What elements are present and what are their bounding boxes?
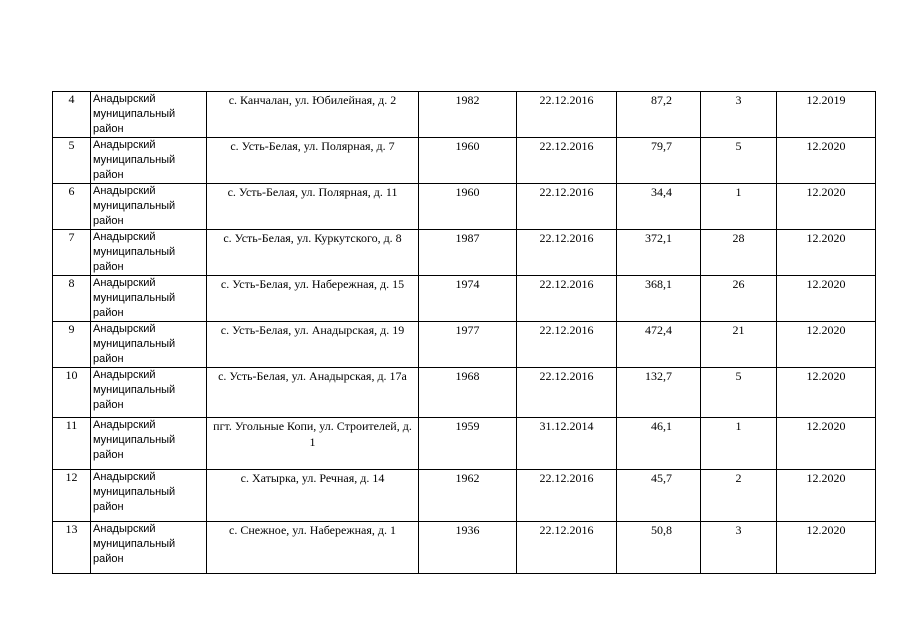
- deadline-cell: 12.2020: [777, 138, 876, 184]
- district-cell: Анадырский муниципальный район: [91, 92, 207, 138]
- district-cell: Анадырский муниципальный район: [91, 138, 207, 184]
- row-number: 5: [53, 138, 91, 184]
- row-number: 13: [53, 522, 91, 574]
- date-cell: 22.12.2016: [517, 184, 617, 230]
- count-cell: 21: [701, 322, 777, 368]
- address-cell: пгт. Угольные Копи, ул. Строителей, д. 1: [207, 418, 419, 470]
- deadline-cell: 12.2019: [777, 92, 876, 138]
- row-number: 9: [53, 322, 91, 368]
- count-cell: 28: [701, 230, 777, 276]
- address-cell: с. Усть-Белая, ул. Анадырская, д. 17а: [207, 368, 419, 418]
- district-cell: Анадырский муниципальный район: [91, 470, 207, 522]
- count-cell: 26: [701, 276, 777, 322]
- deadline-cell: 12.2020: [777, 470, 876, 522]
- area-cell: 372,1: [617, 230, 701, 276]
- deadline-cell: 12.2020: [777, 184, 876, 230]
- year-cell: 1968: [419, 368, 517, 418]
- table-row: [53, 138, 876, 184]
- table-row: [53, 276, 876, 322]
- date-cell: 22.12.2016: [517, 138, 617, 184]
- deadline-cell: 12.2020: [777, 522, 876, 574]
- table-row: [53, 230, 876, 276]
- count-cell: 3: [701, 522, 777, 574]
- count-cell: 1: [701, 418, 777, 470]
- district-cell: Анадырский муниципальный район: [91, 322, 207, 368]
- deadline-cell: 12.2020: [777, 230, 876, 276]
- district-cell: Анадырский муниципальный район: [91, 522, 207, 574]
- date-cell: 22.12.2016: [517, 470, 617, 522]
- year-cell: 1974: [419, 276, 517, 322]
- district-cell: Анадырский муниципальный район: [91, 184, 207, 230]
- deadline-cell: 12.2020: [777, 418, 876, 470]
- area-cell: 368,1: [617, 276, 701, 322]
- district-cell: Анадырский муниципальный район: [91, 230, 207, 276]
- deadline-cell: 12.2020: [777, 276, 876, 322]
- year-cell: 1982: [419, 92, 517, 138]
- address-cell: с. Усть-Белая, ул. Полярная, д. 7: [207, 138, 419, 184]
- address-cell: с. Усть-Белая, ул. Набережная, д. 15: [207, 276, 419, 322]
- row-number: 8: [53, 276, 91, 322]
- address-cell: с. Усть-Белая, ул. Анадырская, д. 19: [207, 322, 419, 368]
- row-number: 12: [53, 470, 91, 522]
- table-row: [53, 322, 876, 368]
- count-cell: 3: [701, 92, 777, 138]
- district-cell: Анадырский муниципальный район: [91, 418, 207, 470]
- date-cell: 22.12.2016: [517, 276, 617, 322]
- count-cell: 1: [701, 184, 777, 230]
- date-cell: 22.12.2016: [517, 230, 617, 276]
- year-cell: 1936: [419, 522, 517, 574]
- area-cell: 87,2: [617, 92, 701, 138]
- area-cell: 46,1: [617, 418, 701, 470]
- address-cell: с. Снежное, ул. Набережная, д. 1: [207, 522, 419, 574]
- date-cell: 22.12.2016: [517, 322, 617, 368]
- count-cell: 5: [701, 138, 777, 184]
- deadline-cell: 12.2020: [777, 368, 876, 418]
- district-cell: Анадырский муниципальный район: [91, 368, 207, 418]
- table-row: [53, 368, 876, 418]
- housing-table: [52, 91, 876, 574]
- row-number: 10: [53, 368, 91, 418]
- address-cell: с. Хатырка, ул. Речная, д. 14: [207, 470, 419, 522]
- table-row: [53, 418, 876, 470]
- table-body: [53, 92, 876, 574]
- date-cell: 22.12.2016: [517, 522, 617, 574]
- address-cell: с. Канчалан, ул. Юбилейная, д. 2: [207, 92, 419, 138]
- row-number: 7: [53, 230, 91, 276]
- year-cell: 1977: [419, 322, 517, 368]
- area-cell: 50,8: [617, 522, 701, 574]
- count-cell: 5: [701, 368, 777, 418]
- year-cell: 1962: [419, 470, 517, 522]
- table-row: [53, 184, 876, 230]
- area-cell: 79,7: [617, 138, 701, 184]
- count-cell: 2: [701, 470, 777, 522]
- year-cell: 1987: [419, 230, 517, 276]
- date-cell: 22.12.2016: [517, 92, 617, 138]
- area-cell: 34,4: [617, 184, 701, 230]
- address-cell: с. Усть-Белая, ул. Полярная, д. 11: [207, 184, 419, 230]
- area-cell: 132,7: [617, 368, 701, 418]
- year-cell: 1960: [419, 184, 517, 230]
- date-cell: 31.12.2014: [517, 418, 617, 470]
- area-cell: 472,4: [617, 322, 701, 368]
- table-row: [53, 522, 876, 574]
- district-cell: Анадырский муниципальный район: [91, 276, 207, 322]
- year-cell: 1959: [419, 418, 517, 470]
- date-cell: 22.12.2016: [517, 368, 617, 418]
- year-cell: 1960: [419, 138, 517, 184]
- deadline-cell: 12.2020: [777, 322, 876, 368]
- row-number: 11: [53, 418, 91, 470]
- table-row: [53, 92, 876, 138]
- table-row: [53, 470, 876, 522]
- row-number: 6: [53, 184, 91, 230]
- row-number: 4: [53, 92, 91, 138]
- area-cell: 45,7: [617, 470, 701, 522]
- address-cell: с. Усть-Белая, ул. Куркутского, д. 8: [207, 230, 419, 276]
